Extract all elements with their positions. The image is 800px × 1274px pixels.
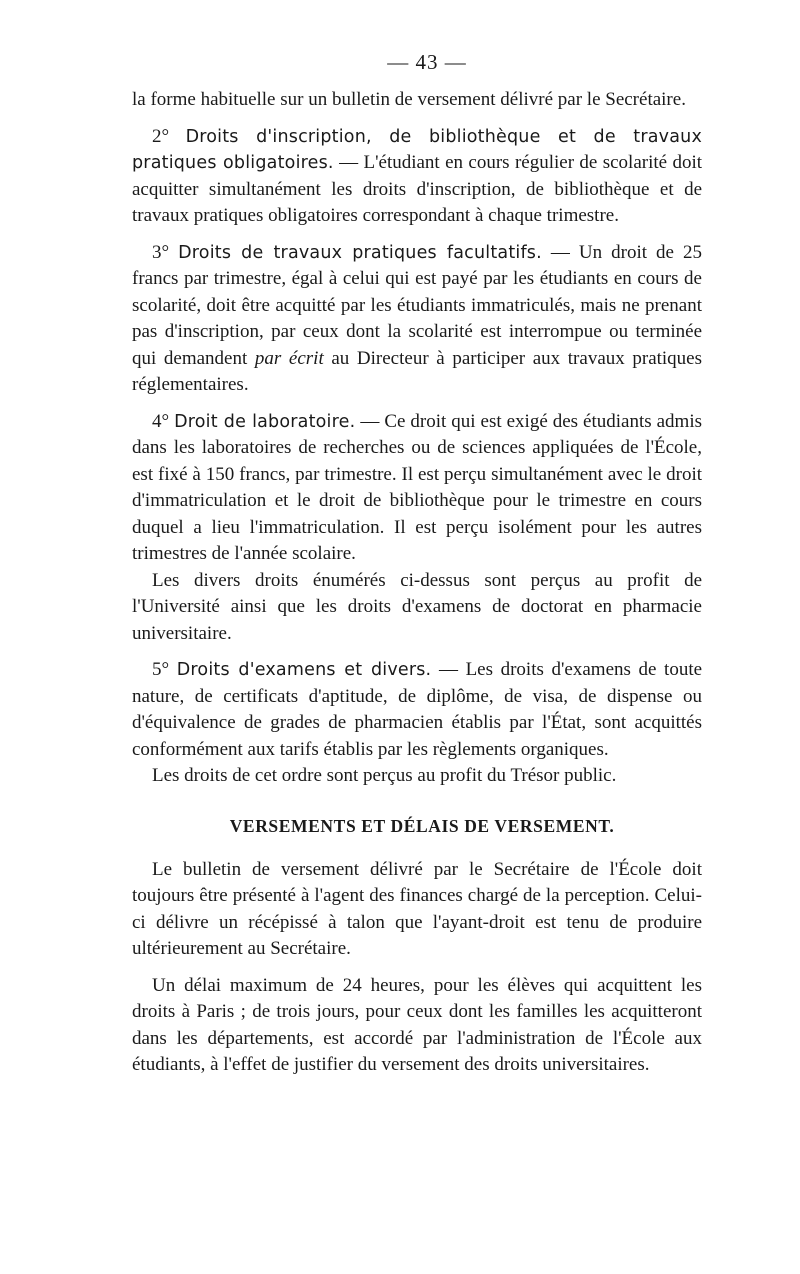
- paragraph-text: Les droits de cet ordre sont perçus au profit du Trésor public.: [152, 765, 617, 786]
- item-heading: Droit de laboratoire.: [174, 411, 356, 432]
- paragraph-payment-slip: [132, 857, 702, 963]
- item-heading: Droits d'inscription, de bibliothèque et de travaux pratiques obligatoires.: [132, 126, 703, 173]
- section-title: VERSEMENTS ET DÉLAIS DE VERSEMENT.: [229, 815, 615, 836]
- paragraph-university-fees: [132, 568, 702, 648]
- paragraph-inscription-fees: [132, 124, 702, 230]
- paragraph-text: Un délai maximum de 24 heures, pour les élèves qui acquittent les droits à Paris ; de trois jours, pour ceux dont les familles les acquitteront dans les départements, est accordé par l'administration de l'École aux étudiants, à l'effet de justifier du versement des droits universitaires.: [132, 974, 702, 1075]
- item-body: — Les droits d'examens de toute nature, de certificats d'aptitude, de diplôme, de visa, de dispense ou d'équivalence de grades de pharmacien établis par l'État, sont acquittés conformément aux tarifs établis par les règlements organiques.: [132, 659, 703, 760]
- item-number: 3°: [152, 241, 170, 263]
- paragraph-exam-fees: [132, 657, 702, 763]
- item-number: 2°: [152, 125, 170, 147]
- paragraph-text: Les divers droits énumérés ci-dessus sont perçus au profit de l'Université ainsi que les droits d'examens de doctorat en pharmacie universitaire.: [132, 569, 702, 644]
- paragraph-payment-delay: [132, 973, 702, 1079]
- paragraph-treasury: [132, 763, 702, 790]
- paragraph-text: la forme habituelle sur un bulletin de versement délivré par le Secrétaire.: [132, 89, 686, 110]
- item-emphasis: par écrit: [254, 347, 324, 369]
- document-page: [132, 50, 702, 1079]
- paragraph-continuation: [132, 87, 702, 114]
- item-body: — L'étudiant en cours régulier de scolarité doit acquitter simultanément les droits d'inscription, de bibliothèque et de travaux pratiques obligatoires correspondant à chaque trimestre.: [132, 152, 703, 226]
- item-body: — Ce droit qui est exigé des étudiants admis dans les laboratoires de recherches ou de sciences appliquées de l'École, est fixé à 150 francs, par trimestre. Il est perçu simultanément avec le droit d'immatriculation et le droit de bibliothèque pour le trimestre en cours duquel a lieu l'immatriculation. Il est perçu isolément pour les autres trimestres de l'année scolaire.: [132, 410, 702, 564]
- paragraph-laboratory-fee: [132, 409, 702, 568]
- item-number: 5°: [152, 659, 170, 680]
- item-heading: Droits d'examens et divers.: [176, 660, 432, 680]
- paragraph-optional-practical-fees: [132, 240, 702, 399]
- paragraph-text: Le bulletin de versement délivré par le Secrétaire de l'École doit toujours être présenté à l'agent des finances chargé de la perception. Celui-ci délivre un récépissé à talon que l'ayant-droit est tenu de produire ultérieurement au Secrétaire.: [132, 858, 702, 959]
- item-body: au Directeur à participer aux travaux pratiques réglementaires.: [132, 347, 703, 395]
- page-number: — 43 —: [387, 50, 467, 74]
- item-body: — Un droit de 25 francs par trimestre, égal à celui qui est payé par les étudiants en cours de scolarité, doit être acquitté par les étudiants immatriculés, mais ne prenant pas d'inscription, par ceux dont la scolarité est interrompue ou terminée qui demandent: [132, 241, 702, 369]
- item-heading: Droits de travaux pratiques facultatifs.: [178, 242, 542, 263]
- item-number: 4°: [152, 410, 170, 432]
